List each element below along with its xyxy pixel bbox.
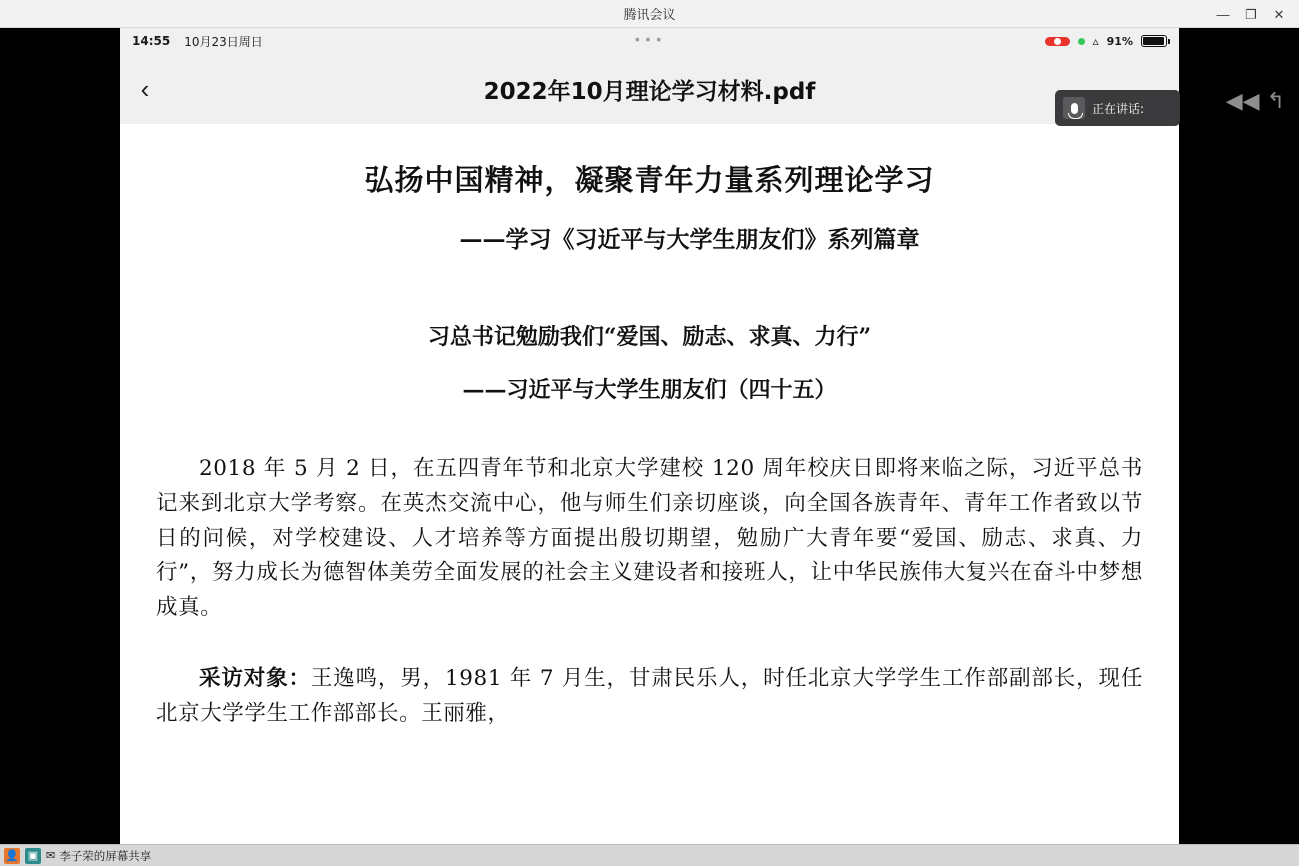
- screen-share-label: 李子荣的屏幕共享: [59, 848, 152, 863]
- pdf-viewer-header: [120, 54, 1179, 124]
- status-bar-right: [1045, 34, 1167, 48]
- document-section-subtitle: ——习近平与大学生朋友们（四十五）: [462, 377, 837, 403]
- battery-icon: [1141, 35, 1167, 47]
- minimize-button[interactable]: —: [1216, 6, 1230, 22]
- interviewee-label: 采访对象：: [199, 666, 311, 692]
- phone-status-bar: [120, 28, 1179, 54]
- media-controls[interactable]: [1226, 90, 1285, 112]
- window-icon[interactable]: ▣: [25, 848, 41, 864]
- wifi-icon: ▵: [1092, 34, 1099, 48]
- speaking-label: 正在讲话:: [1092, 101, 1145, 116]
- microphone-icon: [1063, 97, 1085, 119]
- interviewee-text: 王逸鸣，男，1981 年 7 月生，甘肃民乐人，时任北京大学学生工作部副部长，现任北京大学学生工作部部长。王丽雅，: [156, 666, 1143, 726]
- record-dot-icon: [1054, 38, 1061, 45]
- window-controls: [1209, 0, 1293, 28]
- status-date: 10月23日周日: [184, 34, 263, 49]
- speaking-badge: [1055, 90, 1180, 126]
- user-icon[interactable]: 👤: [4, 848, 20, 864]
- green-status-dot-icon: [1078, 38, 1085, 45]
- battery-percent: 91%: [1106, 34, 1133, 48]
- document-section-title: 习总书记勉励我们“爱国、励志、求真、力行”: [427, 324, 872, 350]
- shared-screen-stage: [0, 28, 1299, 866]
- pdf-file-name: 2022年10月理论学习材料.pdf: [483, 78, 816, 105]
- document-subtitle: ——学习《习近平与大学生朋友们》系列篇章: [459, 226, 920, 253]
- window-titlebar: [0, 0, 1299, 28]
- loop-icon[interactable]: ↰: [1266, 88, 1285, 113]
- screen-share-icon: ✉: [46, 849, 56, 862]
- document-title: 弘扬中国精神，凝聚青年力量系列理论学习: [364, 163, 935, 197]
- screen-share-status[interactable]: [46, 848, 151, 864]
- pdf-document-page: [120, 124, 1179, 866]
- window-title: 腾讯会议: [623, 8, 676, 23]
- back-icon[interactable]: ‹: [140, 73, 150, 104]
- document-paragraph-1: 2018 年 5 月 2 日，在五四青年节和北京大学建校 120 周年校庆日即将来临之际，习近平总书记来到北京大学考察。在英杰交流中心，他与师生们亲切座谈，向全国各族青年、青年工作者致以节日的问候，对学校建设、人才培养等方面提出殷切期望，勉励广大青年要“爱国、励志、求真、力行”，努力成长为德智体美劳全面发展的社会主义建设者和接班人，让中华民族伟大复兴在奋斗中梦想成真。: [156, 456, 1143, 621]
- close-button[interactable]: ✕: [1273, 6, 1285, 22]
- rewind-icon[interactable]: ◀◀: [1225, 88, 1260, 113]
- maximize-button[interactable]: ❐: [1245, 6, 1257, 22]
- status-bar-left: [132, 33, 263, 50]
- status-time: 14:55: [132, 34, 171, 48]
- taskbar: [0, 844, 1299, 866]
- document-paragraph-2: [156, 662, 1143, 732]
- dynamic-island-dots: •••: [633, 33, 666, 49]
- shared-phone-screen: [120, 28, 1179, 866]
- record-icon: [1045, 37, 1070, 46]
